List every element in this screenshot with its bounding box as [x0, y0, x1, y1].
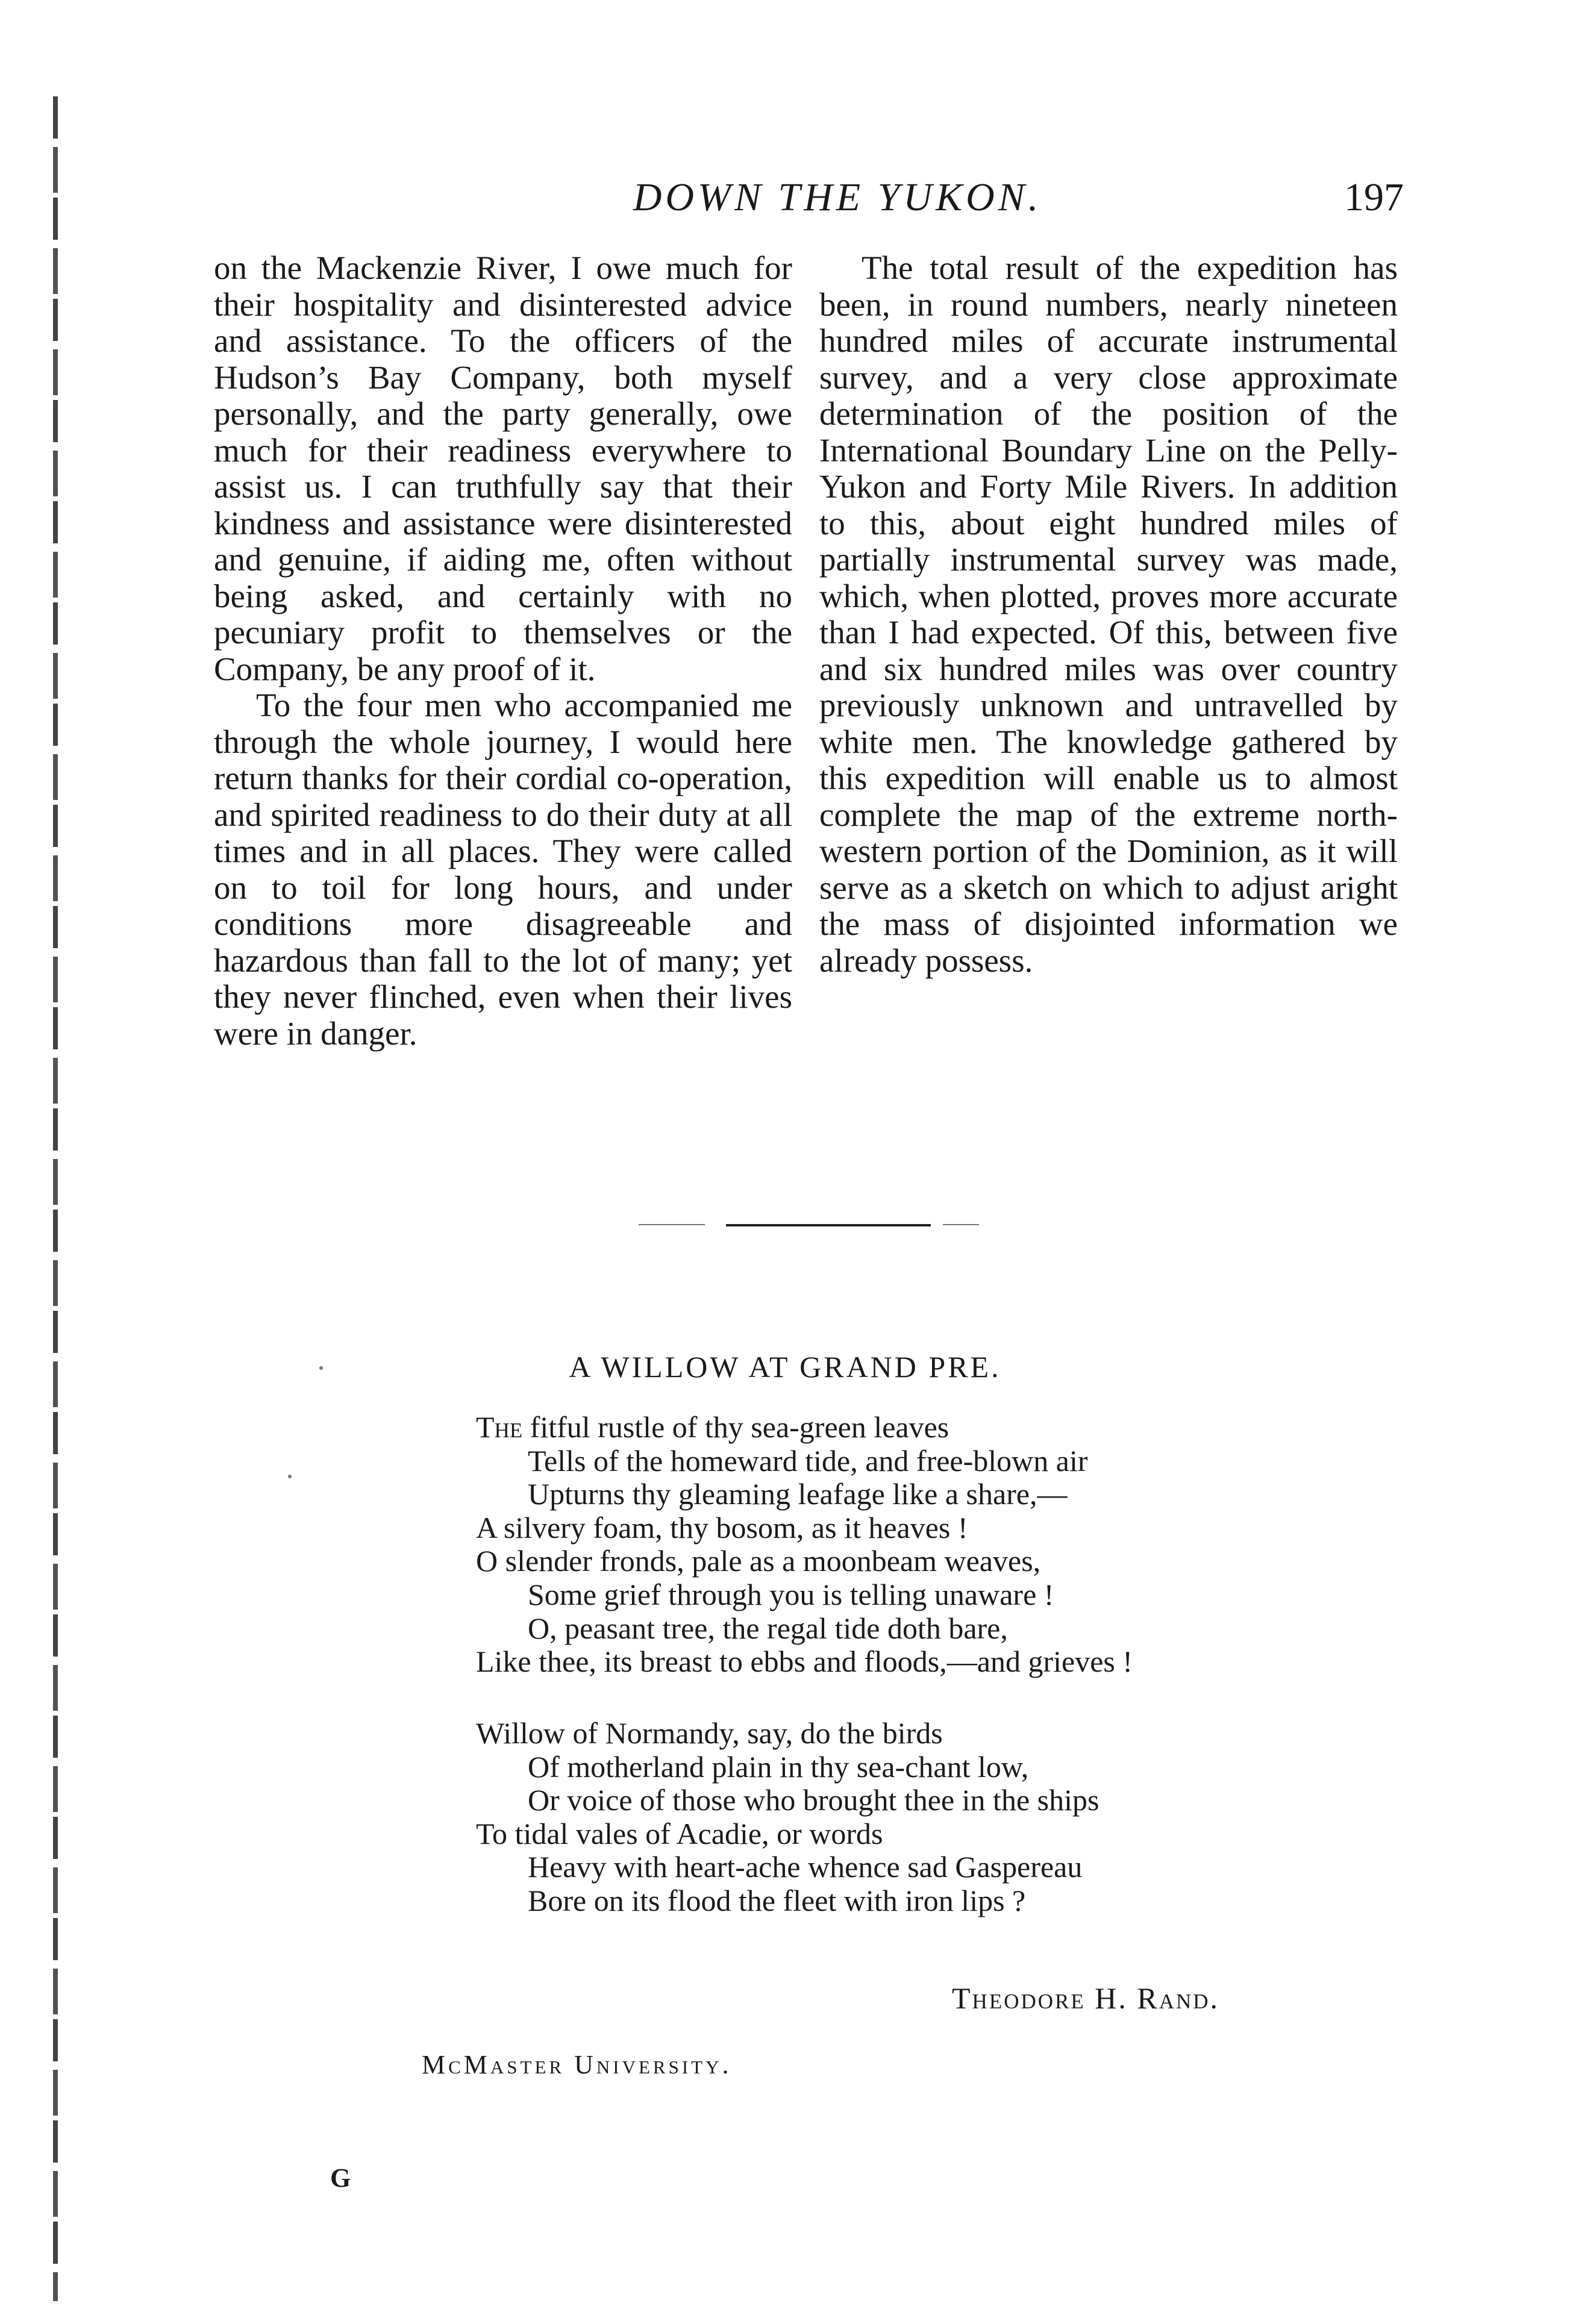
poem-line: O slender fronds, pale as a moonbeam weaves, — [476, 1544, 1041, 1578]
poem-line: To tidal vales of Acadie, or words — [476, 1816, 883, 1851]
poem-line: Like thee, its breast to ebbs and floods,—and grieves ! — [476, 1645, 1133, 1679]
right-column — [819, 250, 1398, 979]
poem-first-word: The — [476, 1410, 523, 1444]
poem-line: A silvery foam, thy bosom, as it heaves ! — [476, 1510, 968, 1545]
page-number: 197 — [1344, 175, 1404, 219]
scan-speck — [288, 1475, 292, 1478]
poem-line-text: fitful rustle of thy sea-green leaves — [522, 1410, 949, 1444]
poem-line: Some grief through you is telling unaware ! — [528, 1577, 1054, 1611]
left-column — [214, 250, 792, 1052]
poem-author: Theodore H. Rand. — [952, 1981, 1220, 2015]
running-head-title: DOWN THE YUKON. — [633, 175, 1042, 219]
section-divider — [726, 1224, 931, 1226]
author-affiliation: McMaster University. — [422, 2050, 732, 2079]
poem-line: Or voice of those who brought thee in the ships — [528, 1783, 1099, 1817]
binding-edge — [53, 96, 58, 2301]
poem-line: Willow of Normandy, say, do the birds — [476, 1716, 943, 1750]
poem-stanza-2 — [476, 1717, 1319, 1918]
printer-signature-mark: G — [330, 2163, 351, 2193]
paragraph: To the four men who accompanied me through the whole journey, I would here return thanks for their cordial co-operation, and spirited readiness to do their duty at all times and in all places. They were called on to toil for long hours, and under conditions more disagreeable and hazardous than fall to the lot of many; yet they never flinched, even when their lives were in danger. — [214, 687, 792, 1052]
poem-stanza-1 — [476, 1411, 1319, 1679]
poem-line: Bore on its flood the fleet with iron lips ? — [528, 1883, 1026, 1917]
poem-line: Heavy with heart-ache whence sad Gaspereau — [528, 1850, 1083, 1884]
poem-line: Of motherland plain in thy sea-chant low, — [528, 1749, 1029, 1784]
poem-line: O, peasant tree, the regal tide doth bare, — [528, 1611, 1008, 1645]
scan-speck — [319, 1366, 323, 1370]
section-divider-right-dash — [943, 1224, 979, 1225]
poem-line — [476, 1411, 1319, 1445]
poem-line: Upturns thy gleaming leafage like a share,— — [528, 1477, 1068, 1511]
poem-title: A WILLOW AT GRAND PRE. — [569, 1350, 1001, 1384]
poem-line: Tells of the homeward tide, and free-blown air — [528, 1443, 1088, 1478]
paragraph: on the Mackenzie River, I owe much for their hospitality and disinterested advice and assistance. To the officers of the Hudson’s Bay Company, both myself personally, and the party generally, owe much for their readiness everywhere to assist us. I can truthfully say that their kindness and assistance were disinterested and genuine, if aiding me, often without being asked, and certainly with no pecuniary profit to themselves or the Company, be any proof of it. — [214, 249, 792, 687]
paragraph: The total result of the expedition has been, in round numbers, nearly nineteen hundred miles of accurate instrumental survey, and a very close approximate determination of the position of the International Boundary Line on the Pelly-Yukon and Forty Mile Rivers. In addition to this, about eight hundred miles of partially instrumental survey was made, which, when plotted, proves more accurate than I had expected. Of this, between five and six hundred miles was over country previously unknown and untravelled by white men. The knowledge gathered by this expedition will enable us to almost complete the map of the extreme north-western portion of the Dominion, as it will serve as a sketch on which to adjust aright the mass of disjointed information we already possess. — [819, 249, 1398, 979]
section-divider-left-dash — [639, 1224, 705, 1225]
